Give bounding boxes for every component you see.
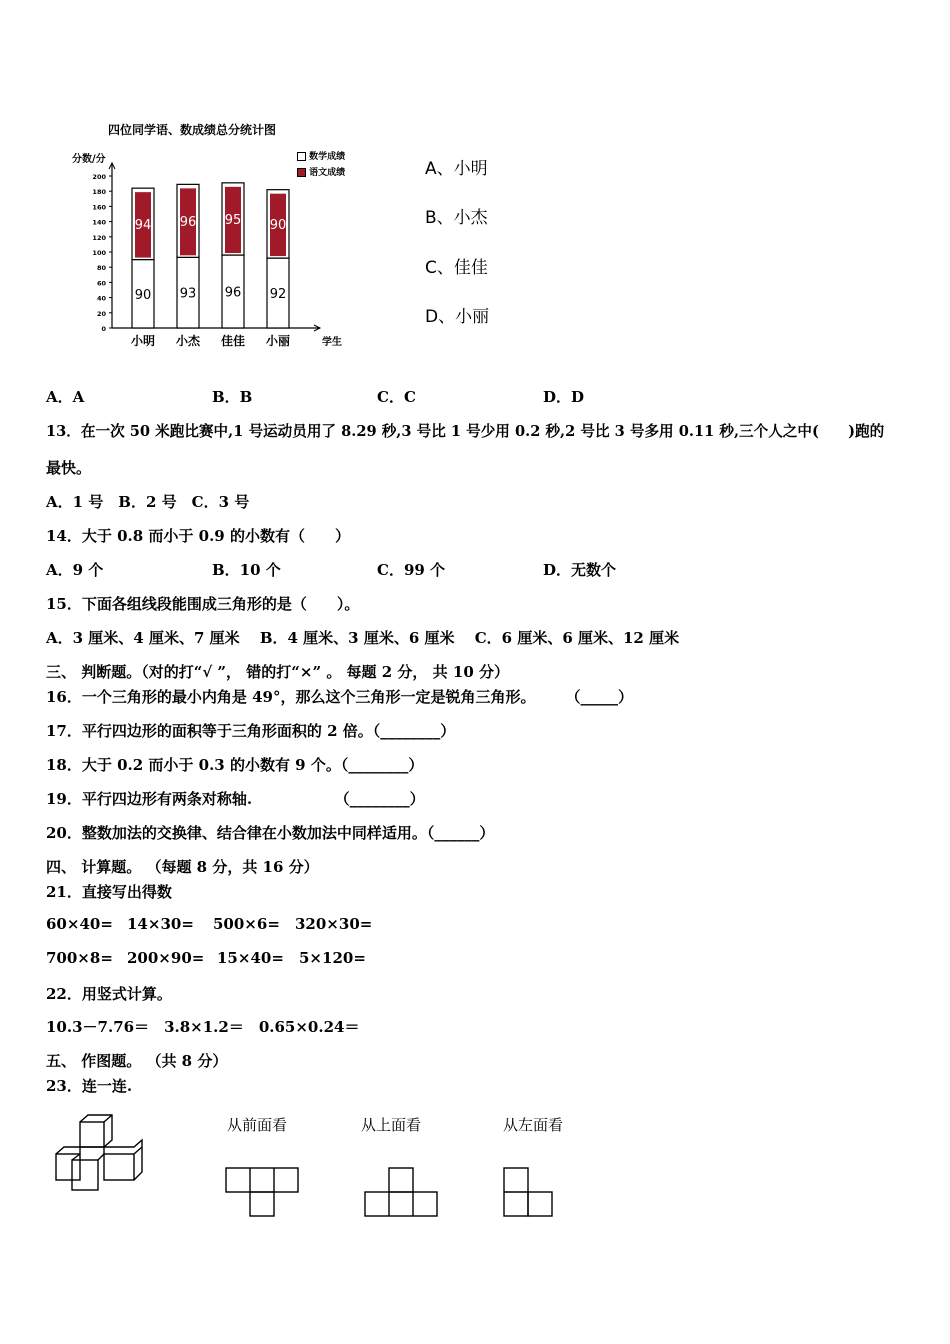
cube-edge [134,1147,142,1154]
x-category-label: 小丽 [265,334,291,348]
bar-chinese-label: 95 [224,212,242,228]
bar-chinese-label: 94 [134,217,152,233]
y-tick-label: 80 [96,264,106,273]
cube-face [104,1154,134,1180]
chart-title: 四位同学语、数成绩总分统计图 [108,123,277,137]
legend-chinese-label: 语文成绩 [309,168,346,178]
q14-option-a: A．9 个 [46,561,104,579]
cube-edge [72,1154,80,1160]
section-4-heading: 四、 计算题。 （每题 8 分，共 16 分） [46,858,319,876]
y-axis-label: 分数/分 [72,154,106,165]
calc-item: 700×8= [46,949,113,967]
q13-text-cont: 最快。 [46,459,92,477]
bar-math-label: 92 [269,287,287,303]
cube-face [80,1122,104,1147]
q12-option-d: D．D [543,388,585,406]
cube-edge [98,1154,104,1160]
view-front-shape [222,1164,302,1220]
choice-a: A、小明 [425,159,488,179]
y-tick-label: 40 [96,294,106,303]
q20-text: 20．整数加法的交换律、结合律在小数加法中同样适用。（______） [46,824,495,842]
x-category-label: 小明 [130,334,156,348]
q12-option-b: B．B [212,388,253,406]
q13-text: 13．在一次 50 米跑比赛中,1 号运动员用了 8.29 秒,3 号比 1 号少用 0.2 秒,2 号比 3 号多用 0.11 秒,三个人之中( )跑的 [46,423,885,440]
y-tick-label: 160 [92,203,106,212]
y-tick-label: 180 [92,188,106,197]
q23-text: 23．连一连. [46,1077,133,1095]
calc-item: 5×120= [299,949,366,967]
q15-text: 15．下面各组线段能围成三角形的是（ ）。 [46,595,360,613]
bar-chinese-label: 90 [269,217,287,233]
q17-text: 17．平行四边形的面积等于三角形面积的 2 倍。（________） [46,722,456,740]
q22-text: 22．用竖式计算。 [46,985,172,1003]
q18-text: 18．大于 0.2 而小于 0.3 的小数有 9 个。（________） [46,756,424,774]
bar-chinese-label: 96 [179,214,197,230]
cube-face [56,1154,80,1180]
choice-c: C、佳佳 [425,258,488,278]
calc-item: 200×90= [127,949,205,967]
bar-math-label: 93 [179,286,197,302]
bar-chart [60,155,360,365]
y-tick-label: 20 [96,309,106,318]
q14-text: 14．大于 0.8 而小于 0.9 的小数有（ ） [46,527,350,545]
section-3-heading: 三、 判断题。（对的打“√ ”， 错的打“×” 。 每题 2 分， 共 10 分） [46,663,509,681]
x-category-label: 小杰 [175,334,201,348]
view-front-label: 从前面看 [227,1116,288,1134]
cube-edge [104,1115,112,1122]
bar-math-label: 96 [224,285,242,301]
choice-d: D、小丽 [425,307,490,327]
q12-option-c: C．C [377,388,416,406]
calc-item: 60×40= [46,915,113,933]
view-left-shape [500,1164,560,1220]
y-tick-label: 120 [92,233,106,242]
calc-item: 320×30= [295,915,373,933]
q15-options: A．3 厘米、4 厘米、7 厘米 B．4 厘米、3 厘米、6 厘米 C．6 厘米、6 厘米、12 厘米 [46,629,680,647]
view-left-label: 从左面看 [503,1116,564,1134]
calc-item: 15×40= [217,949,284,967]
y-tick-label: 100 [92,249,106,257]
view-top-shape [361,1164,441,1220]
y-tick-label: 0 [101,325,106,333]
legend-math-label: 数学成绩 [309,152,346,162]
view-top-label: 从上面看 [361,1116,422,1134]
calc-item: 500×6= [213,915,280,933]
x-category-label: 佳佳 [220,334,246,348]
section-5-heading: 五、 作图题。 （共 8 分） [46,1052,228,1070]
q14-option-b: B．10 个 [212,561,281,579]
q12-option-a: A．A [46,388,85,406]
cube-face [72,1160,98,1190]
x-axis-label: 学生 [322,337,342,348]
y-tick-label: 60 [96,279,106,288]
q19-text: 19．平行四边形有两条对称轴. （________） [46,790,425,808]
cube-edge [56,1140,142,1180]
q13-options: A．1 号 B．2 号 C．3 号 [46,493,250,511]
choice-b: B、小杰 [425,208,488,228]
bar-math-label: 90 [134,287,152,303]
calc-item: 14×30= [127,915,194,933]
block-figure [50,1112,160,1196]
q22-items: 10.3－7.76＝ 3.8×1.2＝ 0.65×0.24＝ [46,1018,360,1036]
q14-option-d: D．无数个 [543,561,617,579]
q21-text: 21．直接写出得数 [46,883,172,901]
q16-text: 16．一个三角形的最小内角是 49°，那么这个三角形一定是锐角三角形。 （_____） [46,688,633,706]
y-tick-label: 140 [92,218,106,227]
q14-option-c: C．99 个 [377,561,446,579]
y-tick-label: 200 [92,173,106,181]
